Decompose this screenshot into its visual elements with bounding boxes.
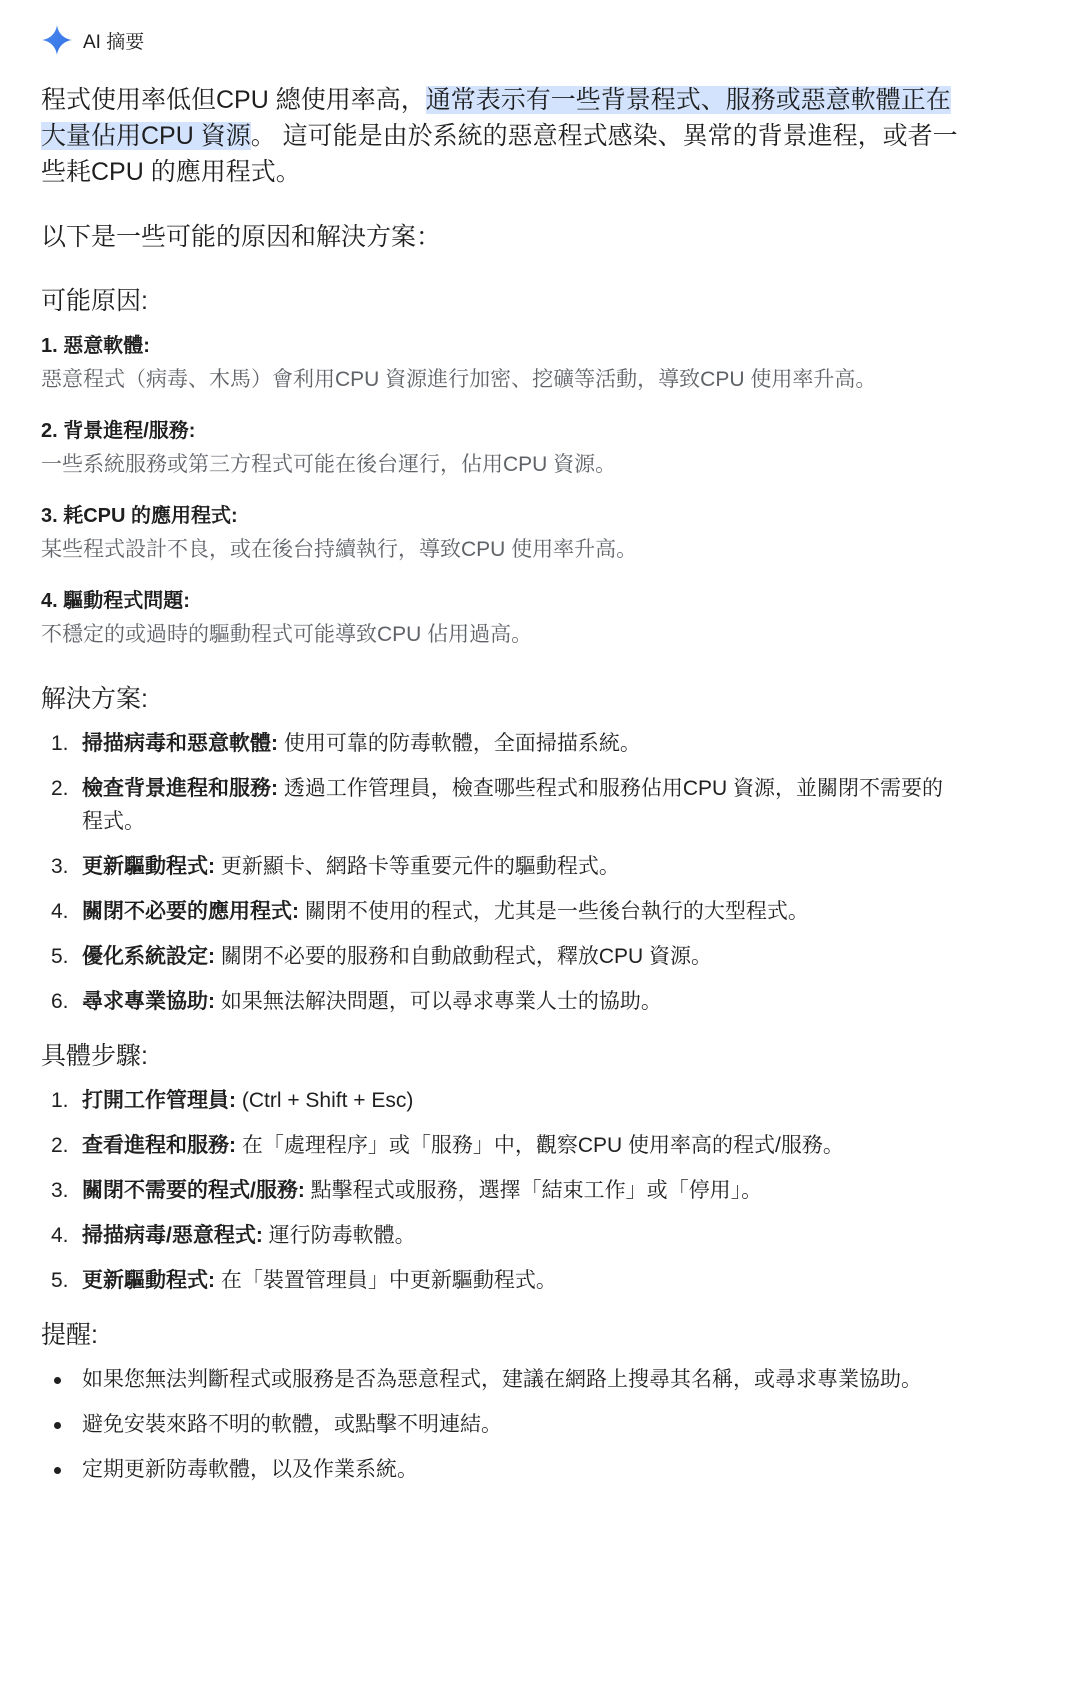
list-item-text: 關閉不必要的服務和自動啟動程式，釋放CPU 資源。 [215,945,713,968]
cause-item [41,416,961,481]
bullet-item [41,1408,961,1441]
list-item [41,727,961,760]
list-item-bold: 打開工作管理員: [82,1089,236,1112]
solutions-heading: 解決方案: [41,685,148,713]
cause-title: 2. 背景進程/服務: [41,420,196,442]
ai-summary-label: AI 摘要 [83,31,145,53]
list-item-text: 點擊程式或服務，選擇「結束工作」或「停用」。 [304,1179,763,1202]
list-item [41,1174,961,1207]
list-item-text: (Ctrl + Shift + Esc) [236,1089,414,1112]
cause-body: 惡意程式（病毒、木馬）會利用CPU 資源進行加密、挖礦等活動，導致CPU 使用率升高。 [41,368,877,391]
list-number: 5. [51,945,69,968]
list-number: 4. [51,1224,69,1247]
bullet-icon [41,1408,82,1441]
list-item-bold: 更新驅動程式: [82,855,215,878]
intro-text-2: 。 這可能是由於系統的惡意程式感染、異常的背景進程，或者一些耗CPU 的應用程式。 [41,122,958,186]
ai-summary [0,20,961,1486]
lead-sentence: 以下是一些可能的原因和解決方案： [41,223,442,251]
list-text [82,1084,961,1117]
list-text [82,727,961,760]
list-text [82,940,961,973]
cause-body: 不穩定的或過時的驅動程式可能導致CPU 佔用過高。 [41,623,533,646]
list-item [41,940,961,973]
steps-list [41,1084,961,1297]
cause-title: 3. 耗CPU 的應用程式: [41,505,238,527]
list-item [41,895,961,928]
list-item-text: 如果無法解決問題，可以尋求專業人士的協助。 [215,990,662,1013]
reminders-heading: 提醒: [41,1321,98,1349]
list-number: 5. [51,1269,69,1292]
cause-body: 某些程式設計不良，或在後台持續執行，導致CPU 使用率升高。 [41,538,638,561]
bullet-icon [41,1363,82,1396]
list-item-text: 在「處理程序」或「服務」中，觀察CPU 使用率高的程式/服務。 [236,1134,844,1157]
list-item [41,850,961,883]
bullet-text: 避免安裝來路不明的軟體，或點擊不明連結。 [82,1413,502,1436]
intro-text-1: 程式使用率低但CPU 總使用率高， [41,86,426,114]
list-item-bold: 查看進程和服務: [82,1134,236,1157]
list-item-bold: 關閉不必要的應用程式: [82,900,299,923]
list-number: 4. [51,900,69,923]
gemini-sparkle-icon [41,24,73,56]
list-text [82,1129,961,1162]
cause-title: 4. 驅動程式問題: [41,590,190,612]
bullet-item [41,1453,961,1486]
list-text [82,985,961,1018]
intro-paragraph [41,82,961,190]
list-item-text: 在「裝置管理員」中更新驅動程式。 [215,1269,557,1292]
list-item [41,985,961,1018]
list-item [41,1129,961,1162]
causes-list [41,331,961,651]
list-text [82,772,961,838]
steps-heading: 具體步驟: [41,1042,148,1070]
list-number: 2. [51,1134,69,1157]
list-item-text: 關閉不使用的程式，尤其是一些後台執行的大型程式。 [299,900,809,923]
list-number: 1. [51,732,69,755]
list-item-bold: 更新驅動程式: [82,1269,215,1292]
cause-body: 一些系統服務或第三方程式可能在後台運行，佔用CPU 資源。 [41,453,617,476]
cause-item [41,586,961,651]
list-text [82,1174,961,1207]
list-number: 3. [51,1179,69,1202]
list-text [82,895,961,928]
reminders-list [41,1363,961,1486]
list-number: 6. [51,990,69,1013]
list-item-text: 透過工作管理員，檢查哪些程式和服務佔用CPU 資源，並關閉不需要的程式。 [82,777,944,833]
list-item-bold: 尋求專業協助: [82,990,215,1013]
bullet-text: 如果您無法判斷程式或服務是否為惡意程式，建議在網路上搜尋其名稱，或尋求專業協助。 [82,1368,922,1391]
list-number: 2. [51,777,69,800]
cause-title: 1. 惡意軟體: [41,335,150,357]
list-item [41,1264,961,1297]
list-item [41,1219,961,1252]
bullet-icon [41,1453,82,1486]
cause-item [41,331,961,396]
list-item-bold: 關閉不需要的程式/服務: [82,1179,305,1202]
list-number: 1. [51,1089,69,1112]
list-item-bold: 優化系統設定: [82,945,215,968]
list-item-bold: 掃描病毒/惡意程式: [82,1224,263,1247]
solutions-list [41,727,961,1018]
ai-summary-header [41,20,961,60]
bullet-text: 定期更新防毒軟體，以及作業系統。 [82,1458,418,1481]
list-item-text: 運行防毒軟體。 [262,1224,416,1247]
list-text [82,850,961,883]
causes-heading: 可能原因: [41,287,148,315]
list-item-bold: 掃描病毒和惡意軟體: [82,732,278,755]
intro-highlight[interactable]: 通常表示有一些背景程式、服務或惡意軟體正在大量佔用CPU 資源 [41,86,951,150]
cause-item [41,501,961,566]
list-text [82,1264,961,1297]
list-item-text: 更新顯卡、網路卡等重要元件的驅動程式。 [215,855,620,878]
list-number: 3. [51,855,69,878]
list-item [41,772,961,838]
list-item-text: 使用可靠的防毒軟體，全面掃描系統。 [278,732,641,755]
bullet-item [41,1363,961,1396]
list-text [82,1219,961,1252]
list-item-bold: 檢查背景進程和服務: [82,777,278,800]
list-item [41,1084,961,1117]
